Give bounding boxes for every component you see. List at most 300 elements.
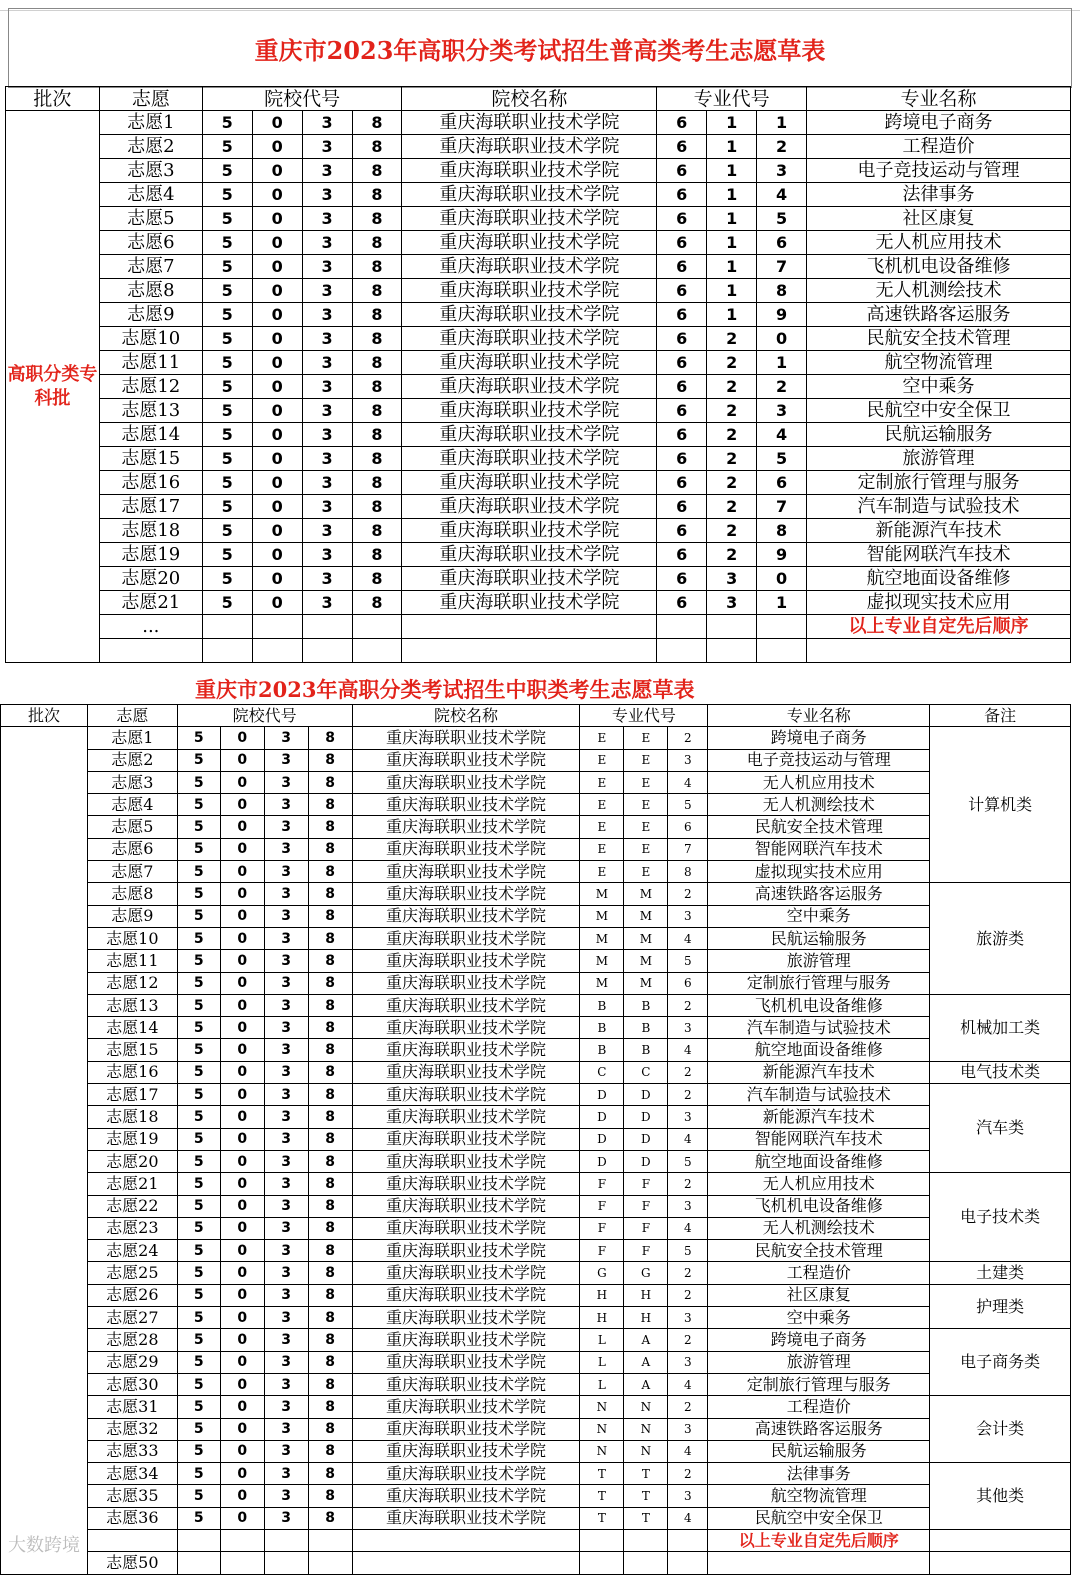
header-school-code[interactable]: 院校代号 [177, 705, 352, 727]
major-name-cell[interactable]: 飞机机电设备维修 [708, 1195, 930, 1217]
major-name-cell[interactable]: 民航安全技术管理 [807, 327, 1071, 351]
major-code-char[interactable]: 3 [668, 749, 708, 771]
school-code-digit[interactable]: 8 [308, 1061, 352, 1083]
school-code-digit[interactable]: 5 [177, 749, 220, 771]
header-note[interactable]: 备注 [930, 705, 1071, 727]
school-code-digit[interactable]: 0 [252, 255, 302, 279]
empty-cell[interactable] [930, 1552, 1071, 1574]
wish-cell[interactable]: 志愿18 [87, 1106, 177, 1128]
major-code-digit[interactable]: 9 [757, 303, 807, 327]
school-code-digit[interactable]: 5 [177, 1150, 220, 1172]
major-code-char[interactable]: F [580, 1195, 624, 1217]
school-code-digit[interactable]: 3 [264, 1217, 308, 1239]
school-code-digit[interactable]: 5 [202, 423, 252, 447]
school-code-digit[interactable]: 0 [220, 1262, 264, 1284]
wish-cell[interactable]: 志愿34 [87, 1463, 177, 1485]
major-code-char[interactable]: M [580, 927, 624, 949]
major-code-char[interactable]: 3 [668, 1106, 708, 1128]
major-code-char[interactable]: F [624, 1217, 668, 1239]
school-code-digit[interactable]: 3 [264, 1463, 308, 1485]
wish-cell[interactable]: 志愿7 [99, 255, 202, 279]
wish-cell[interactable]: 志愿16 [99, 471, 202, 495]
school-code-digit[interactable]: 3 [302, 351, 352, 375]
wish-cell[interactable]: 志愿32 [87, 1418, 177, 1440]
empty-cell[interactable] [264, 1552, 308, 1574]
empty-cell[interactable] [220, 1552, 264, 1574]
school-name-cell[interactable]: 重庆海联职业技术学院 [402, 591, 657, 615]
major-code-digit[interactable]: 6 [757, 471, 807, 495]
wish-cell[interactable]: 志愿14 [87, 1017, 177, 1039]
major-code-char[interactable]: B [624, 1039, 668, 1061]
empty-cell[interactable] [308, 1552, 352, 1574]
major-code-char[interactable]: N [580, 1418, 624, 1440]
school-name-cell[interactable]: 重庆海联职业技术学院 [352, 1084, 580, 1106]
school-code-digit[interactable]: 3 [264, 1418, 308, 1440]
major-code-char[interactable]: D [624, 1084, 668, 1106]
school-name-cell[interactable]: 重庆海联职业技术学院 [402, 495, 657, 519]
school-code-digit[interactable]: 8 [352, 231, 402, 255]
school-name-cell[interactable]: 重庆海联职业技术学院 [352, 1329, 580, 1351]
major-code-char[interactable]: T [624, 1485, 668, 1507]
school-code-digit[interactable]: 5 [177, 838, 220, 860]
school-code-digit[interactable]: 5 [177, 1463, 220, 1485]
school-code-digit[interactable]: 3 [264, 1396, 308, 1418]
empty-cell[interactable] [302, 615, 352, 639]
major-code-char[interactable]: 3 [668, 1418, 708, 1440]
major-code-char[interactable]: 2 [668, 994, 708, 1016]
major-code-digit[interactable]: 6 [657, 207, 707, 231]
school-code-digit[interactable]: 0 [252, 135, 302, 159]
school-code-digit[interactable]: 3 [302, 255, 352, 279]
empty-cell[interactable] [657, 615, 707, 639]
school-code-digit[interactable]: 8 [308, 1106, 352, 1128]
major-code-digit[interactable]: 2 [707, 351, 757, 375]
major-code-char[interactable]: D [624, 1106, 668, 1128]
school-code-digit[interactable]: 8 [352, 159, 402, 183]
school-code-digit[interactable]: 8 [308, 838, 352, 860]
wish-cell[interactable]: 志愿2 [87, 749, 177, 771]
empty-cell[interactable] [757, 615, 807, 639]
wish-cell[interactable]: 志愿5 [87, 816, 177, 838]
major-code-char[interactable]: 4 [668, 927, 708, 949]
header-major-name[interactable]: 专业名称 [807, 87, 1071, 111]
school-code-digit[interactable]: 8 [308, 927, 352, 949]
school-name-cell[interactable]: 重庆海联职业技术学院 [402, 159, 657, 183]
major-code-char[interactable]: M [624, 927, 668, 949]
empty-cell[interactable] [757, 639, 807, 663]
school-name-cell[interactable]: 重庆海联职业技术学院 [352, 794, 580, 816]
school-code-digit[interactable]: 8 [308, 727, 352, 749]
school-code-digit[interactable]: 8 [308, 1440, 352, 1462]
school-code-digit[interactable]: 3 [264, 771, 308, 793]
school-code-digit[interactable]: 0 [220, 905, 264, 927]
major-code-digit[interactable]: 6 [657, 375, 707, 399]
school-code-digit[interactable]: 8 [352, 279, 402, 303]
empty-cell[interactable] [352, 639, 402, 663]
major-code-digit[interactable]: 6 [657, 255, 707, 279]
category-note[interactable]: 其他类 [930, 1463, 1071, 1530]
major-code-char[interactable]: M [624, 883, 668, 905]
major-code-digit[interactable]: 6 [657, 399, 707, 423]
major-name-cell[interactable]: 无人机应用技术 [708, 1173, 930, 1195]
major-code-char[interactable]: N [580, 1440, 624, 1462]
major-name-cell[interactable]: 法律事务 [807, 183, 1071, 207]
empty-cell[interactable] [99, 639, 202, 663]
major-code-digit[interactable]: 9 [757, 543, 807, 567]
empty-cell[interactable] [352, 1552, 580, 1574]
major-name-cell[interactable]: 无人机测绘技术 [708, 794, 930, 816]
major-code-char[interactable]: 5 [668, 1240, 708, 1262]
wish-cell[interactable]: 志愿17 [87, 1084, 177, 1106]
major-code-digit[interactable]: 6 [657, 135, 707, 159]
major-code-char[interactable]: T [624, 1507, 668, 1529]
major-code-digit[interactable]: 2 [757, 375, 807, 399]
empty-cell[interactable] [624, 1552, 668, 1574]
major-code-digit[interactable]: 6 [657, 111, 707, 135]
school-code-digit[interactable]: 0 [220, 749, 264, 771]
school-code-digit[interactable]: 3 [264, 883, 308, 905]
school-code-digit[interactable]: 3 [302, 183, 352, 207]
school-code-digit[interactable]: 0 [252, 303, 302, 327]
school-name-cell[interactable]: 重庆海联职业技术学院 [402, 279, 657, 303]
school-code-digit[interactable]: 5 [177, 1106, 220, 1128]
major-name-cell[interactable]: 航空地面设备维修 [708, 1150, 930, 1172]
wish-cell[interactable]: 志愿31 [87, 1396, 177, 1418]
school-code-digit[interactable]: 8 [352, 495, 402, 519]
school-code-digit[interactable]: 3 [264, 749, 308, 771]
major-code-digit[interactable]: 6 [657, 495, 707, 519]
school-code-digit[interactable]: 0 [220, 927, 264, 949]
header-school-name[interactable]: 院校名称 [402, 87, 657, 111]
school-code-digit[interactable]: 8 [308, 1507, 352, 1529]
school-code-digit[interactable]: 8 [308, 1396, 352, 1418]
major-code-char[interactable]: 4 [668, 1039, 708, 1061]
major-code-char[interactable]: M [624, 972, 668, 994]
category-note[interactable]: 电子技术类 [930, 1173, 1071, 1262]
school-code-digit[interactable]: 0 [252, 423, 302, 447]
major-name-cell[interactable]: 社区康复 [708, 1284, 930, 1306]
empty-cell[interactable] [202, 615, 252, 639]
empty-cell[interactable] [708, 1552, 930, 1574]
school-code-digit[interactable]: 5 [177, 771, 220, 793]
school-name-cell[interactable]: 重庆海联职业技术学院 [352, 1284, 580, 1306]
major-name-cell[interactable]: 空中乘务 [708, 1307, 930, 1329]
school-code-digit[interactable]: 0 [220, 771, 264, 793]
school-code-digit[interactable]: 8 [352, 255, 402, 279]
school-code-digit[interactable]: 5 [177, 1351, 220, 1373]
major-name-cell[interactable]: 虚拟现实技术应用 [708, 861, 930, 883]
school-code-digit[interactable]: 5 [177, 1195, 220, 1217]
major-name-cell[interactable]: 民航运输服务 [708, 927, 930, 949]
major-code-char[interactable]: 4 [668, 1128, 708, 1150]
major-name-cell[interactable]: 民航空中安全保卫 [708, 1507, 930, 1529]
school-code-digit[interactable]: 5 [202, 519, 252, 543]
school-code-digit[interactable]: 5 [177, 1440, 220, 1462]
major-code-digit[interactable]: 2 [707, 375, 757, 399]
school-name-cell[interactable]: 重庆海联职业技术学院 [352, 1128, 580, 1150]
school-code-digit[interactable]: 0 [252, 567, 302, 591]
school-code-digit[interactable]: 3 [264, 861, 308, 883]
major-code-char[interactable]: E [624, 771, 668, 793]
school-code-digit[interactable]: 8 [352, 183, 402, 207]
major-code-digit[interactable]: 3 [707, 591, 757, 615]
major-code-char[interactable]: G [580, 1262, 624, 1284]
school-code-digit[interactable]: 3 [264, 1106, 308, 1128]
school-name-cell[interactable]: 重庆海联职业技术学院 [402, 255, 657, 279]
major-name-cell[interactable]: 航空物流管理 [807, 351, 1071, 375]
empty-cell[interactable] [657, 639, 707, 663]
school-code-digit[interactable]: 0 [220, 1307, 264, 1329]
major-name-cell[interactable]: 电子竞技运动与管理 [807, 159, 1071, 183]
wish-cell[interactable]: 志愿24 [87, 1240, 177, 1262]
school-code-digit[interactable]: 8 [308, 816, 352, 838]
wish-cell[interactable]: 志愿4 [87, 794, 177, 816]
school-name-cell[interactable]: 重庆海联职业技术学院 [352, 1061, 580, 1083]
school-name-cell[interactable]: 重庆海联职业技术学院 [402, 207, 657, 231]
school-name-cell[interactable]: 重庆海联职业技术学院 [402, 327, 657, 351]
school-code-digit[interactable]: 3 [264, 1061, 308, 1083]
school-code-digit[interactable]: 0 [252, 183, 302, 207]
major-code-char[interactable]: L [580, 1329, 624, 1351]
major-name-cell[interactable]: 旅游管理 [807, 447, 1071, 471]
school-name-cell[interactable]: 重庆海联职业技术学院 [352, 1240, 580, 1262]
major-code-digit[interactable]: 1 [757, 111, 807, 135]
school-code-digit[interactable]: 3 [264, 1262, 308, 1284]
school-code-digit[interactable]: 0 [252, 519, 302, 543]
major-code-char[interactable]: A [624, 1373, 668, 1395]
school-code-digit[interactable]: 0 [252, 375, 302, 399]
major-name-cell[interactable]: 社区康复 [807, 207, 1071, 231]
school-code-digit[interactable]: 5 [202, 159, 252, 183]
school-code-digit[interactable]: 8 [308, 1262, 352, 1284]
school-code-digit[interactable]: 0 [220, 1173, 264, 1195]
school-code-digit[interactable]: 0 [220, 994, 264, 1016]
wish-cell[interactable]: 志愿3 [99, 159, 202, 183]
school-code-digit[interactable]: 5 [202, 567, 252, 591]
school-code-digit[interactable]: 8 [352, 423, 402, 447]
empty-cell[interactable] [177, 1529, 220, 1551]
school-code-digit[interactable]: 3 [302, 207, 352, 231]
major-code-digit[interactable]: 4 [757, 183, 807, 207]
wish-cell[interactable]: 志愿19 [87, 1128, 177, 1150]
major-code-char[interactable]: D [624, 1128, 668, 1150]
school-code-digit[interactable]: 3 [264, 1039, 308, 1061]
category-note[interactable]: 计算机类 [930, 727, 1071, 883]
school-code-digit[interactable]: 3 [264, 1351, 308, 1373]
school-code-digit[interactable]: 3 [302, 375, 352, 399]
major-name-cell[interactable]: 航空地面设备维修 [708, 1039, 930, 1061]
wish-cell[interactable]: 志愿11 [99, 351, 202, 375]
major-code-digit[interactable]: 6 [657, 159, 707, 183]
school-code-digit[interactable]: 3 [302, 423, 352, 447]
major-name-cell[interactable]: 定制旅行管理与服务 [708, 972, 930, 994]
school-name-cell[interactable]: 重庆海联职业技术学院 [352, 816, 580, 838]
school-name-cell[interactable]: 重庆海联职业技术学院 [352, 994, 580, 1016]
major-code-char[interactable]: A [624, 1351, 668, 1373]
major-name-cell[interactable]: 空中乘务 [708, 905, 930, 927]
empty-cell[interactable] [302, 639, 352, 663]
wish-cell[interactable]: 志愿6 [99, 231, 202, 255]
school-code-digit[interactable]: 0 [220, 1017, 264, 1039]
wish-cell[interactable]: 志愿29 [87, 1351, 177, 1373]
school-code-digit[interactable]: 8 [308, 905, 352, 927]
empty-cell[interactable] [402, 615, 657, 639]
empty-cell[interactable] [202, 639, 252, 663]
school-code-digit[interactable]: 8 [352, 303, 402, 327]
school-code-digit[interactable]: 5 [177, 1017, 220, 1039]
major-code-char[interactable]: F [624, 1240, 668, 1262]
major-name-cell[interactable]: 工程造价 [708, 1396, 930, 1418]
school-code-digit[interactable]: 0 [220, 727, 264, 749]
major-code-digit[interactable]: 2 [707, 327, 757, 351]
header-batch[interactable]: 批次 [6, 87, 100, 111]
wish-cell[interactable]: 志愿33 [87, 1440, 177, 1462]
major-code-char[interactable]: 5 [668, 794, 708, 816]
major-name-cell[interactable]: 民航安全技术管理 [708, 816, 930, 838]
major-code-digit[interactable]: 6 [657, 471, 707, 495]
school-name-cell[interactable]: 重庆海联职业技术学院 [402, 519, 657, 543]
school-code-digit[interactable]: 3 [264, 1017, 308, 1039]
school-code-digit[interactable]: 0 [220, 1150, 264, 1172]
school-code-digit[interactable]: 5 [177, 1418, 220, 1440]
school-code-digit[interactable]: 0 [252, 111, 302, 135]
major-code-digit[interactable]: 3 [757, 159, 807, 183]
major-name-cell[interactable]: 空中乘务 [807, 375, 1071, 399]
school-code-digit[interactable]: 3 [264, 927, 308, 949]
school-name-cell[interactable]: 重庆海联职业技术学院 [352, 861, 580, 883]
major-code-digit[interactable]: 2 [707, 495, 757, 519]
school-code-digit[interactable]: 5 [177, 1396, 220, 1418]
school-name-cell[interactable]: 重庆海联职业技术学院 [402, 423, 657, 447]
major-code-char[interactable]: 3 [668, 1195, 708, 1217]
school-code-digit[interactable]: 5 [177, 861, 220, 883]
major-code-char[interactable]: 6 [668, 816, 708, 838]
wish-cell[interactable]: 志愿2 [99, 135, 202, 159]
major-name-cell[interactable]: 无人机应用技术 [708, 771, 930, 793]
school-code-digit[interactable]: 5 [202, 351, 252, 375]
major-code-digit[interactable]: 1 [707, 207, 757, 231]
school-code-digit[interactable]: 5 [202, 111, 252, 135]
major-name-cell[interactable]: 工程造价 [708, 1262, 930, 1284]
major-code-digit[interactable]: 6 [657, 447, 707, 471]
category-note[interactable]: 电气技术类 [930, 1061, 1071, 1083]
school-code-digit[interactable]: 8 [352, 135, 402, 159]
wish-cell[interactable]: 志愿1 [87, 727, 177, 749]
major-name-cell[interactable]: 工程造价 [807, 135, 1071, 159]
major-code-digit[interactable]: 5 [757, 207, 807, 231]
major-code-char[interactable]: C [624, 1061, 668, 1083]
school-code-digit[interactable]: 3 [264, 972, 308, 994]
major-code-char[interactable]: H [624, 1284, 668, 1306]
major-code-char[interactable]: 4 [668, 1217, 708, 1239]
empty-cell[interactable] [352, 1529, 580, 1551]
major-code-char[interactable]: 4 [668, 1373, 708, 1395]
major-code-char[interactable]: D [580, 1128, 624, 1150]
school-code-digit[interactable]: 3 [264, 1373, 308, 1395]
school-code-digit[interactable]: 3 [264, 1150, 308, 1172]
school-code-digit[interactable]: 5 [177, 816, 220, 838]
major-code-digit[interactable]: 6 [657, 303, 707, 327]
empty-cell[interactable] [580, 1529, 624, 1551]
major-code-char[interactable]: E [580, 838, 624, 860]
category-note[interactable]: 会计类 [930, 1396, 1071, 1463]
major-code-digit[interactable]: 2 [707, 519, 757, 543]
major-name-cell[interactable]: 民航运输服务 [708, 1440, 930, 1462]
wish-cell[interactable]: 志愿20 [99, 567, 202, 591]
school-code-digit[interactable]: 5 [177, 1485, 220, 1507]
major-code-digit[interactable]: 6 [657, 423, 707, 447]
school-code-digit[interactable]: 0 [220, 1061, 264, 1083]
school-name-cell[interactable]: 重庆海联职业技术学院 [402, 375, 657, 399]
school-code-digit[interactable]: 5 [177, 1084, 220, 1106]
school-code-digit[interactable]: 8 [352, 351, 402, 375]
major-code-char[interactable]: 4 [668, 1440, 708, 1462]
major-code-char[interactable]: 2 [668, 1329, 708, 1351]
wish-cell[interactable]: 志愿27 [87, 1307, 177, 1329]
major-code-digit[interactable]: 1 [707, 183, 757, 207]
school-code-digit[interactable]: 3 [302, 327, 352, 351]
wish-cell[interactable]: 志愿21 [99, 591, 202, 615]
major-code-digit[interactable]: 8 [757, 519, 807, 543]
school-code-digit[interactable]: 8 [308, 994, 352, 1016]
major-code-char[interactable]: T [580, 1507, 624, 1529]
major-name-cell[interactable]: 定制旅行管理与服务 [807, 471, 1071, 495]
school-name-cell[interactable]: 重庆海联职业技术学院 [352, 1262, 580, 1284]
major-name-cell[interactable]: 智能网联汽车技术 [708, 838, 930, 860]
school-code-digit[interactable]: 0 [252, 591, 302, 615]
wish-cell[interactable]: 志愿16 [87, 1061, 177, 1083]
wish-cell[interactable]: 志愿12 [87, 972, 177, 994]
school-code-digit[interactable]: 0 [252, 207, 302, 231]
major-code-char[interactable]: 3 [668, 1351, 708, 1373]
major-code-char[interactable]: L [580, 1351, 624, 1373]
wish-cell[interactable]: 志愿7 [87, 861, 177, 883]
wish-cell[interactable]: 志愿25 [87, 1262, 177, 1284]
major-code-digit[interactable]: 6 [657, 591, 707, 615]
school-code-digit[interactable]: 0 [220, 1351, 264, 1373]
school-code-digit[interactable]: 0 [220, 1463, 264, 1485]
wish-cell[interactable]: 志愿19 [99, 543, 202, 567]
major-code-char[interactable]: N [580, 1396, 624, 1418]
school-code-digit[interactable]: 3 [264, 905, 308, 927]
school-code-digit[interactable]: 3 [264, 1128, 308, 1150]
school-code-digit[interactable]: 0 [220, 972, 264, 994]
wish-cell[interactable]: 志愿14 [99, 423, 202, 447]
category-note[interactable]: 旅游类 [930, 883, 1071, 994]
school-name-cell[interactable]: 重庆海联职业技术学院 [402, 231, 657, 255]
empty-cell[interactable] [668, 1552, 708, 1574]
school-code-digit[interactable]: 3 [264, 1440, 308, 1462]
school-code-digit[interactable]: 0 [220, 1418, 264, 1440]
major-name-cell[interactable]: 旅游管理 [708, 950, 930, 972]
school-code-digit[interactable]: 8 [308, 972, 352, 994]
major-code-char[interactable]: 6 [668, 972, 708, 994]
school-code-digit[interactable]: 8 [308, 1485, 352, 1507]
wish-cell[interactable]: 志愿8 [99, 279, 202, 303]
major-code-digit[interactable]: 7 [757, 495, 807, 519]
school-code-digit[interactable]: 5 [202, 495, 252, 519]
school-code-digit[interactable]: 3 [302, 471, 352, 495]
major-code-char[interactable]: T [580, 1485, 624, 1507]
major-name-cell[interactable]: 汽车制造与试验技术 [807, 495, 1071, 519]
major-code-char[interactable]: 3 [668, 1485, 708, 1507]
wish-cell[interactable]: 志愿15 [87, 1039, 177, 1061]
school-code-digit[interactable]: 8 [308, 771, 352, 793]
school-name-cell[interactable]: 重庆海联职业技术学院 [352, 1440, 580, 1462]
school-name-cell[interactable]: 重庆海联职业技术学院 [352, 950, 580, 972]
school-code-digit[interactable]: 8 [308, 1329, 352, 1351]
school-code-digit[interactable]: 3 [264, 1307, 308, 1329]
